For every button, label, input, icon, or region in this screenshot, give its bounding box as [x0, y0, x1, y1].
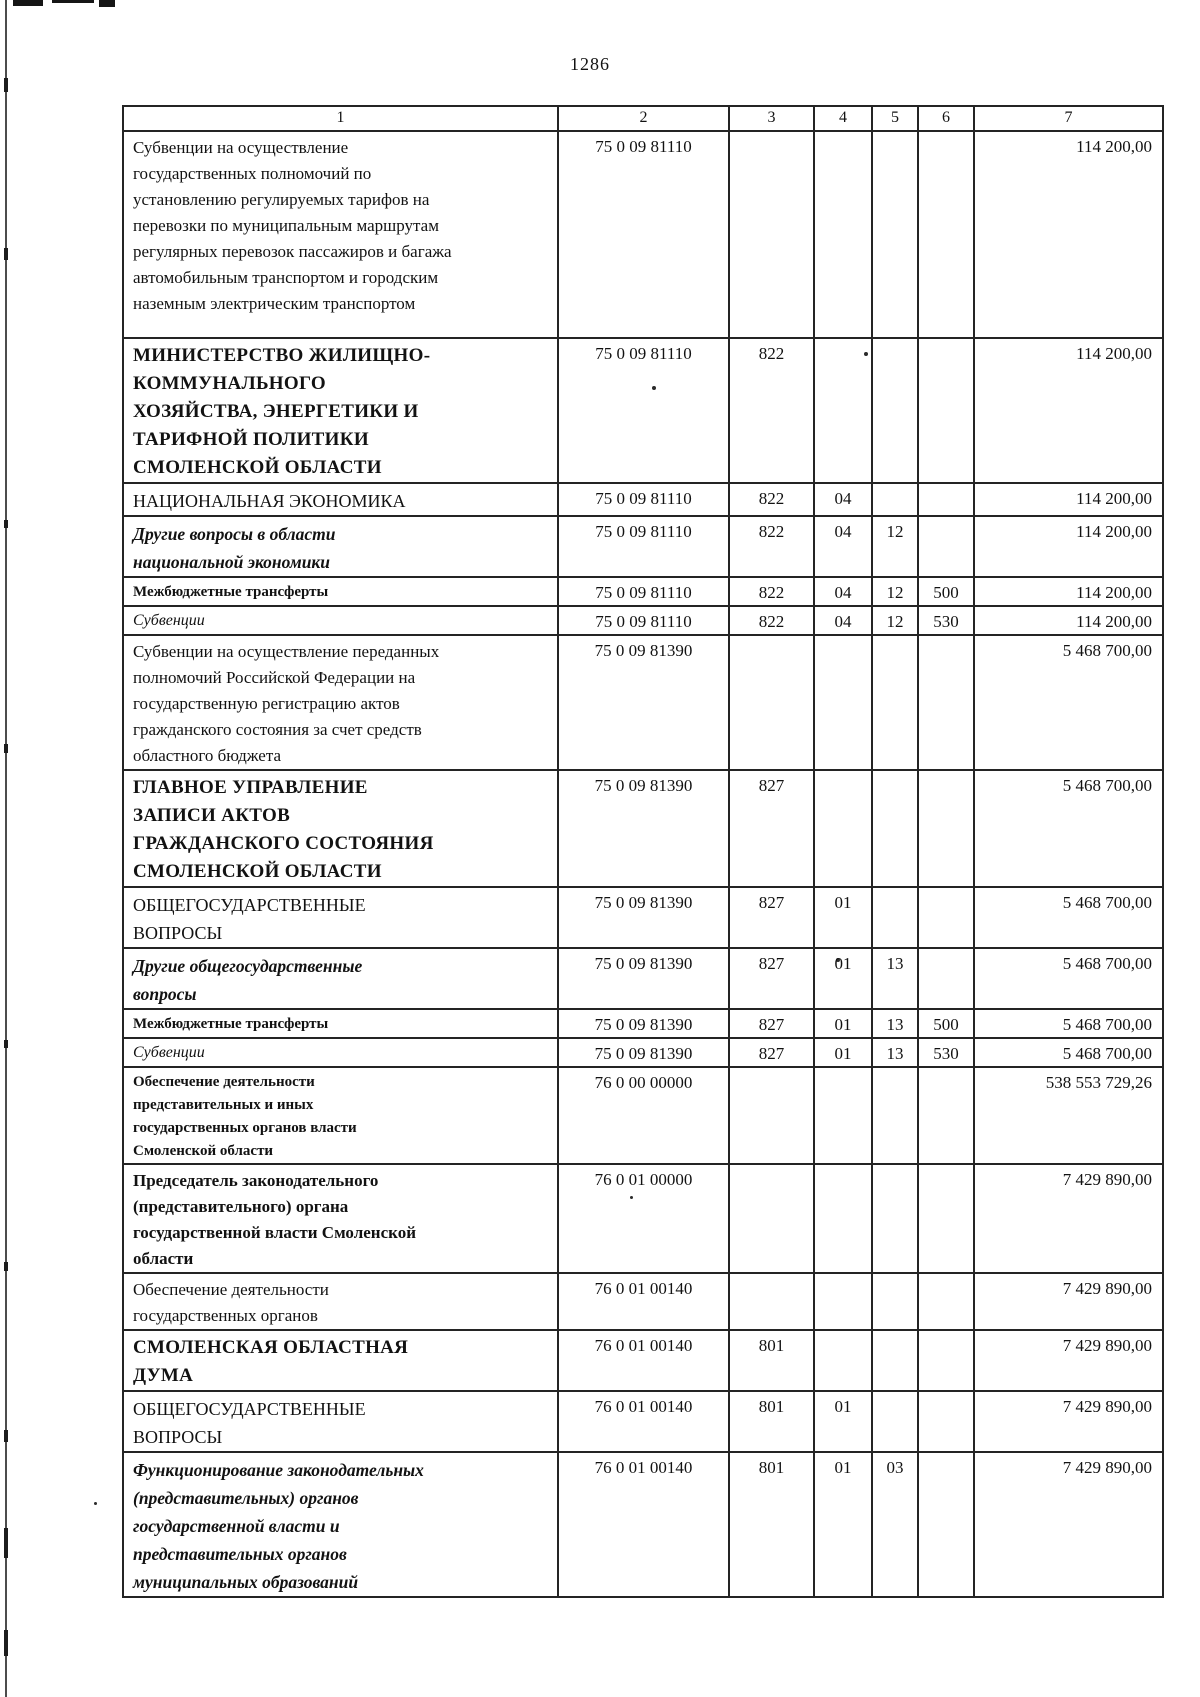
empty-cell — [872, 1067, 918, 1164]
empty-cell — [872, 1391, 918, 1452]
row-amount: 7 429 890,00 — [1062, 1458, 1152, 1477]
row-title: СМОЛЕНСКАЯ ОБЛАСТНАЯ ДУМА — [133, 1337, 409, 1386]
row-col6: 530 — [933, 1044, 959, 1063]
row-col4: 01 — [834, 1458, 852, 1477]
row-code: 75 0 09 81390 — [594, 1015, 693, 1034]
table-row — [123, 577, 1163, 606]
scan-artifact-edge-blot — [4, 1262, 8, 1271]
row-title: Субвенции — [133, 1044, 205, 1061]
row-col6: 500 — [933, 583, 959, 602]
row-code: 75 0 09 81110 — [595, 344, 692, 363]
empty-cell — [814, 1067, 872, 1164]
row-col6: 530 — [933, 612, 959, 631]
empty-cell — [814, 770, 872, 887]
table-row — [123, 948, 1163, 1009]
row-amount: 5 468 700,00 — [1062, 1015, 1152, 1034]
row-amount: 114 200,00 — [1076, 522, 1152, 541]
table-row — [123, 1038, 1163, 1067]
row-col5: 13 — [886, 1044, 904, 1063]
empty-cell — [729, 635, 814, 770]
row-code: 76 0 00 00000 — [594, 1073, 693, 1092]
row-title: Другие общегосударственные вопросы — [133, 956, 363, 1004]
row-title: Функционирование законодательных (представительных) органов государственной власти и представительных органов муниципальных образований — [133, 1460, 424, 1592]
empty-cell — [918, 635, 974, 770]
table-row — [123, 1330, 1163, 1391]
row-amount: 5 468 700,00 — [1062, 954, 1152, 973]
row-code: 75 0 09 81390 — [594, 893, 693, 912]
row-col3: 822 — [758, 522, 785, 541]
row-col5: 12 — [886, 612, 904, 631]
table-header-row — [123, 106, 1163, 131]
row-col3: 827 — [758, 893, 785, 912]
empty-cell — [872, 1273, 918, 1330]
scan-artifact-top-dash — [52, 0, 94, 3]
empty-cell — [918, 1273, 974, 1330]
row-title: ОБЩЕГОСУДАРСТВЕННЫЕ ВОПРОСЫ — [133, 895, 366, 943]
table-row — [123, 338, 1163, 483]
row-title: ГЛАВНОЕ УПРАВЛЕНИЕ ЗАПИСИ АКТОВ ГРАЖДАНСКОГО СОСТОЯНИЯ СМОЛЕНСКОЙ ОБЛАСТИ — [133, 777, 434, 882]
row-col6: 500 — [933, 1015, 959, 1034]
table-row — [123, 770, 1163, 887]
table-row — [123, 606, 1163, 635]
row-code: 75 0 09 81110 — [595, 522, 692, 541]
scan-artifact-top-dash — [13, 0, 43, 6]
empty-cell — [918, 516, 974, 577]
empty-cell — [918, 1330, 974, 1391]
table-row — [123, 1273, 1163, 1330]
empty-cell — [814, 1273, 872, 1330]
row-title: Председатель законодательного (представительного) органа государственной власти Смоленской области — [133, 1171, 416, 1268]
row-amount: 114 200,00 — [1076, 344, 1152, 363]
row-col5: 13 — [886, 954, 904, 973]
row-code: 75 0 09 81110 — [595, 612, 692, 631]
row-col3: 827 — [758, 954, 785, 973]
row-title: Межбюджетные трансферты — [133, 584, 329, 600]
row-col3: 827 — [758, 776, 785, 795]
row-amount: 114 200,00 — [1076, 583, 1152, 602]
row-code: 76 0 01 00140 — [594, 1279, 693, 1298]
table-row — [123, 1067, 1163, 1164]
scan-artifact-edge-blot — [4, 1040, 8, 1048]
header-col-3: 3 — [729, 106, 814, 131]
row-col4: 04 — [834, 612, 852, 631]
row-amount: 114 200,00 — [1076, 612, 1152, 631]
page-number: 1286 — [570, 54, 610, 74]
row-col3: 801 — [758, 1397, 785, 1416]
row-title: МИНИСТЕРСТВО ЖИЛИЩНО-КОММУНАЛЬНОГО ХОЗЯЙСТВА, ЭНЕРГЕТИКИ И ТАРИФНОЙ ПОЛИТИКИ СМОЛЕНСКОЙ ОБЛАСТИ — [133, 345, 431, 478]
empty-cell — [872, 887, 918, 948]
header-col-7: 7 — [974, 106, 1163, 131]
row-col4: 01 — [834, 1044, 852, 1063]
table-row — [123, 1391, 1163, 1452]
empty-cell — [872, 131, 918, 338]
header-col-1: 1 — [123, 106, 558, 131]
row-col5: 12 — [886, 583, 904, 602]
scan-artifact-edge-blot — [4, 78, 8, 92]
scan-artifact-edge-blot — [4, 744, 8, 753]
row-amount: 5 468 700,00 — [1062, 641, 1152, 660]
empty-cell — [814, 635, 872, 770]
row-col5: 12 — [886, 522, 904, 541]
empty-cell — [918, 770, 974, 887]
empty-cell — [872, 635, 918, 770]
empty-cell — [872, 770, 918, 887]
empty-cell — [918, 131, 974, 338]
row-title: Межбюджетные трансферты — [133, 1016, 329, 1032]
header-col-6: 6 — [918, 106, 974, 131]
row-col3: 822 — [758, 489, 785, 508]
table-row — [123, 887, 1163, 948]
row-amount: 7 429 890,00 — [1062, 1397, 1152, 1416]
row-amount: 538 553 729,26 — [1045, 1073, 1152, 1092]
row-col4: 04 — [834, 583, 852, 602]
row-title: Обеспечение деятельности представительных и иных государственных органов власти Смоленской области — [133, 1074, 357, 1159]
empty-cell — [918, 483, 974, 516]
row-col4: 01 — [834, 954, 852, 973]
header-col-5: 5 — [872, 106, 918, 131]
row-code: 76 0 01 00140 — [594, 1458, 693, 1477]
empty-cell — [918, 1391, 974, 1452]
row-code: 75 0 09 81110 — [595, 489, 692, 508]
row-title: Субвенции на осуществление государственных полномочий по установлению регулируемых тарифов на перевозки по муниципальным маршрутам регулярных перевозок пассажиров и багажа автомобильным транспортом и городским наземным электрическим транспортом — [133, 138, 452, 313]
row-col3: 827 — [758, 1044, 785, 1063]
row-col3: 822 — [758, 612, 785, 631]
row-code: 75 0 09 81110 — [595, 137, 692, 156]
empty-cell — [729, 131, 814, 338]
empty-cell — [872, 1330, 918, 1391]
row-amount: 5 468 700,00 — [1062, 893, 1152, 912]
row-title: Обеспечение деятельности государственных органов — [133, 1280, 329, 1325]
row-col4: 04 — [834, 522, 852, 541]
scan-artifact-speck — [94, 1502, 97, 1505]
row-amount: 5 468 700,00 — [1062, 1044, 1152, 1063]
scan-artifact-edge-blot — [4, 1528, 8, 1558]
empty-cell — [814, 1330, 872, 1391]
row-code: 75 0 09 81390 — [594, 1044, 693, 1063]
table-row — [123, 1009, 1163, 1038]
row-col3: 827 — [758, 1015, 785, 1034]
row-col5: 03 — [886, 1458, 904, 1477]
row-code: 75 0 09 81110 — [595, 583, 692, 602]
row-col3: 822 — [758, 583, 785, 602]
table-row — [123, 1452, 1163, 1597]
empty-cell — [918, 338, 974, 483]
header-col-2: 2 — [558, 106, 729, 131]
row-code: 76 0 01 00000 — [594, 1170, 693, 1189]
empty-cell — [814, 131, 872, 338]
row-col3: 801 — [758, 1336, 785, 1355]
header-col-4: 4 — [814, 106, 872, 131]
empty-cell — [729, 1067, 814, 1164]
empty-cell — [918, 1452, 974, 1597]
empty-cell — [918, 887, 974, 948]
row-amount: 114 200,00 — [1076, 137, 1152, 156]
row-title: Другие вопросы в области национальной экономики — [133, 524, 336, 572]
empty-cell — [918, 948, 974, 1009]
row-amount: 5 468 700,00 — [1062, 776, 1152, 795]
empty-cell — [918, 1067, 974, 1164]
row-col5: 13 — [886, 1015, 904, 1034]
row-col4: 04 — [834, 489, 852, 508]
row-col3: 801 — [758, 1458, 785, 1477]
empty-cell — [872, 1164, 918, 1273]
empty-cell — [872, 483, 918, 516]
row-col3: 822 — [758, 344, 785, 363]
scan-artifact-edge-blot — [4, 520, 8, 528]
empty-cell — [729, 1273, 814, 1330]
row-col4: 01 — [834, 893, 852, 912]
empty-cell — [814, 1164, 872, 1273]
row-title: НАЦИОНАЛЬНАЯ ЭКОНОМИКА — [133, 491, 406, 511]
row-code: 75 0 09 81390 — [594, 954, 693, 973]
row-amount: 7 429 890,00 — [1062, 1336, 1152, 1355]
empty-cell — [814, 338, 872, 483]
row-code: 76 0 01 00140 — [594, 1336, 693, 1355]
row-code: 76 0 01 00140 — [594, 1397, 693, 1416]
table-row — [123, 483, 1163, 516]
row-title: Субвенции на осуществление переданных полномочий Российской Федерации на государственную регистрацию актов гражданского состояния за счет средств областного бюджета — [133, 642, 440, 765]
empty-cell — [729, 1164, 814, 1273]
row-amount: 114 200,00 — [1076, 489, 1152, 508]
table-row — [123, 635, 1163, 770]
scan-artifact-top-dash — [99, 0, 115, 7]
empty-cell — [918, 1164, 974, 1273]
scan-artifact-edge-blot — [4, 248, 8, 260]
table-row — [123, 131, 1163, 338]
scan-artifact-edge-blot — [4, 1630, 8, 1656]
table-row — [123, 516, 1163, 577]
row-amount: 7 429 890,00 — [1062, 1279, 1152, 1298]
scan-artifact-edge-blot — [4, 1430, 8, 1442]
budget-table — [122, 105, 1164, 1598]
row-code: 75 0 09 81390 — [594, 641, 693, 660]
row-col4: 01 — [834, 1397, 852, 1416]
row-amount: 7 429 890,00 — [1062, 1170, 1152, 1189]
empty-cell — [872, 338, 918, 483]
row-col4: 01 — [834, 1015, 852, 1034]
row-code: 75 0 09 81390 — [594, 776, 693, 795]
row-title: Субвенции — [133, 612, 205, 629]
table-row — [123, 1164, 1163, 1273]
row-title: ОБЩЕГОСУДАРСТВЕННЫЕ ВОПРОСЫ — [133, 1399, 366, 1447]
